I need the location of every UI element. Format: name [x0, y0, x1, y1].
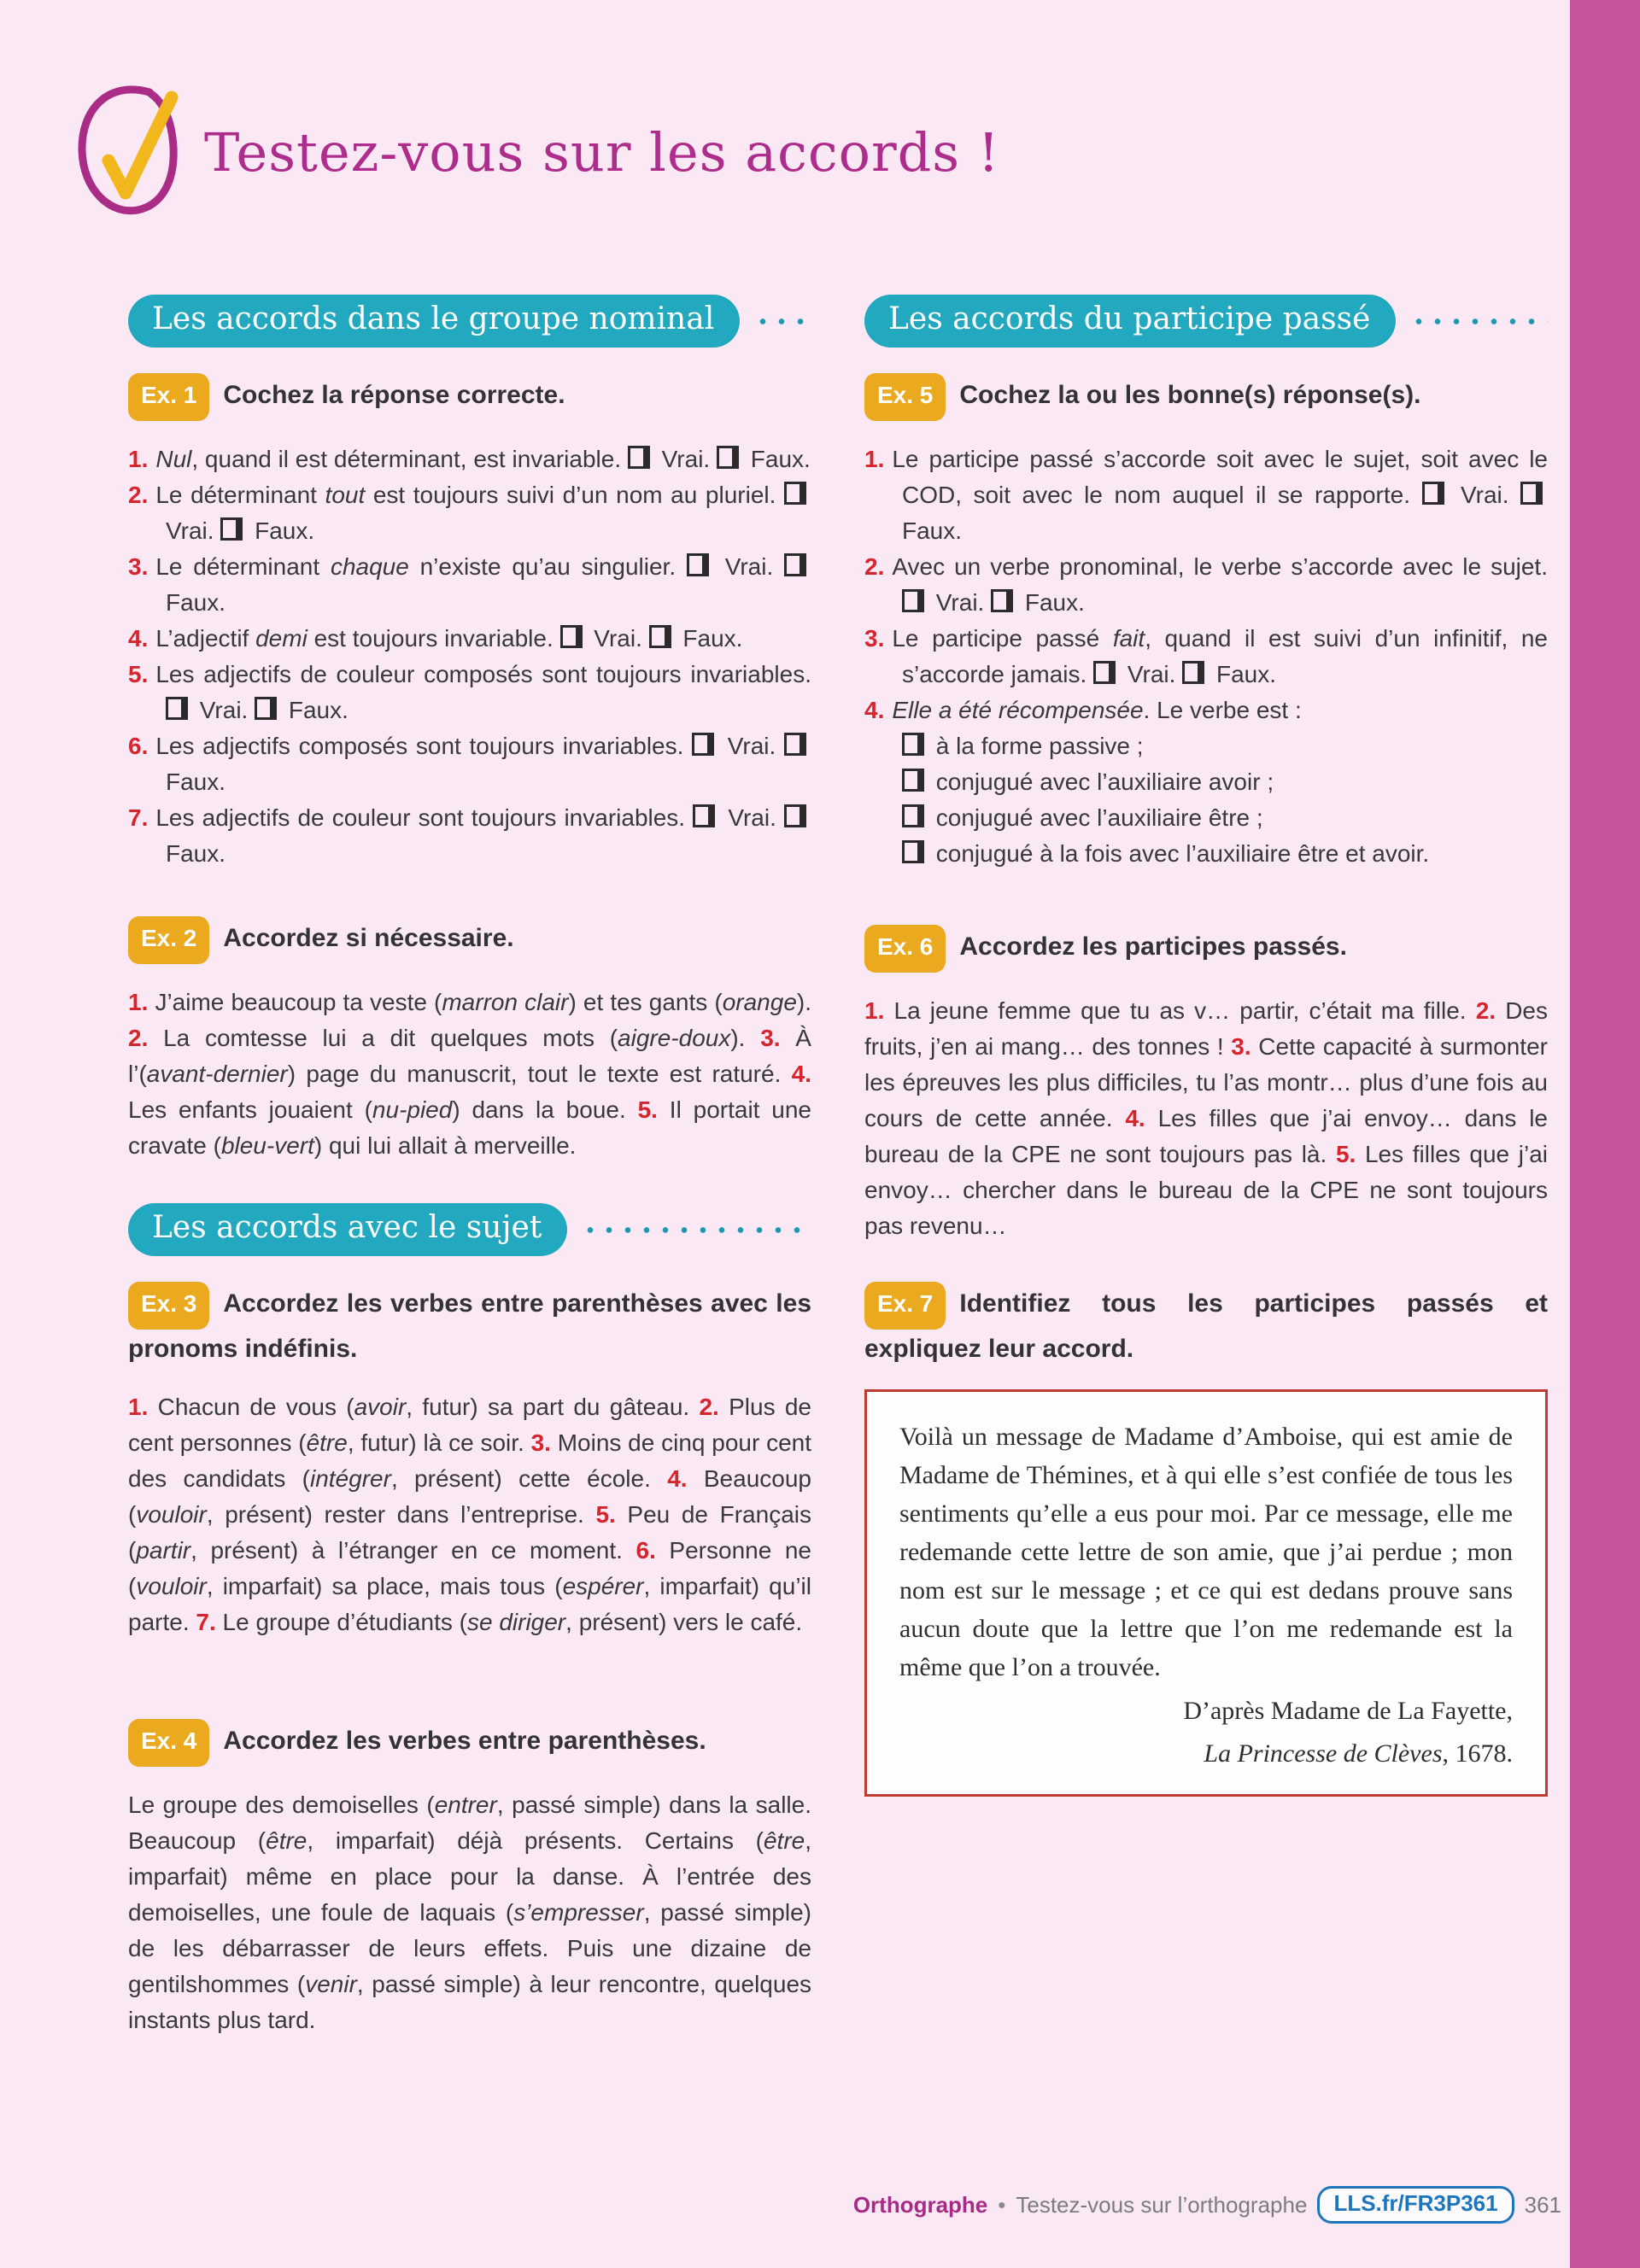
inline-item-number: 4. — [667, 1465, 688, 1492]
checkbox-icon[interactable] — [902, 589, 924, 612]
text-run: , présent) à l’étranger en ce moment. — [190, 1537, 636, 1564]
exercise-title: Accordez si nécessaire. — [223, 924, 514, 952]
text-run: L’adjectif — [155, 625, 256, 652]
exercise-title: Cochez la réponse correcte. — [223, 381, 565, 409]
text-run: Vrai. — [587, 625, 649, 652]
text-run: ) qui lui allait à merveille. — [313, 1132, 577, 1159]
answer-option — [864, 728, 1548, 764]
exercise-item — [128, 657, 811, 728]
text-run: , passé simple) dans la salle. Beaucoup ( — [128, 1792, 811, 1854]
text-run: ) page du manuscrit, tout le texte est raturé. — [287, 1061, 792, 1087]
text-run: fait — [1112, 625, 1145, 652]
exercise-heading — [128, 916, 811, 964]
text-run: , quand il est suivi d’un infinitif, ne s’accorde jamais. — [902, 625, 1548, 687]
exercise-paragraph — [128, 1389, 811, 1640]
text-run: Le participe passé — [892, 625, 1113, 652]
exercise-title: Accordez les participes passés. — [959, 932, 1347, 961]
text-run: bleu-vert — [220, 1132, 314, 1159]
exercise — [128, 916, 811, 1164]
footer-category: Orthographe — [852, 2191, 988, 2218]
text-run: Les filles que j’ai envoy… dans le bureau de la CPE ne sont toujours pas là. — [864, 1105, 1548, 1167]
checkbox-icon[interactable] — [1093, 661, 1116, 684]
exercise-heading — [128, 1719, 811, 1767]
exercise-item — [128, 477, 811, 549]
text-run: est toujours invariable. — [307, 625, 560, 652]
text-run: Moins de cinq pour cent des candidats ( — [128, 1429, 811, 1492]
text-run: se diriger — [466, 1609, 566, 1635]
exercise-heading — [128, 373, 811, 421]
text-run: vouloir — [136, 1573, 207, 1599]
text-run: Vrai. — [720, 804, 784, 831]
checkbox-icon[interactable] — [1182, 661, 1204, 684]
text-run: , imparfait) qu’il parte. — [128, 1573, 811, 1635]
inline-item-number: 2. — [1475, 997, 1496, 1024]
exercise-heading — [128, 1282, 811, 1369]
text-run: Vrai. — [713, 553, 785, 580]
text-run: est toujours suivi d’un nom au pluriel. — [365, 482, 784, 508]
item-number: 7. — [128, 804, 149, 831]
text-run: La Princesse de Clèves — [1204, 1739, 1443, 1768]
text-run: Vrai. — [193, 697, 255, 723]
text-run: Faux. — [282, 697, 348, 723]
exercise-badge: Ex. 7 — [864, 1282, 946, 1330]
text-run: , imparfait) sa place, mais tous ( — [206, 1573, 563, 1599]
text-run: , présent) cette école. — [390, 1465, 668, 1492]
text-run: intégrer — [310, 1465, 391, 1492]
inline-item-number: 5. — [1335, 1141, 1356, 1167]
checkbox-icon[interactable] — [991, 589, 1013, 612]
check-circle-icon — [73, 79, 182, 226]
text-run: entrer — [434, 1792, 497, 1818]
inline-item-number: 1. — [128, 989, 149, 1015]
dotted-leader-icon — [581, 1227, 811, 1233]
exercise-badge: Ex. 1 — [128, 373, 209, 421]
inline-item-number: 7. — [196, 1609, 216, 1635]
text-run: marron clair — [442, 989, 569, 1015]
text-run: tout — [325, 482, 366, 508]
item-number: 4. — [864, 697, 885, 723]
text-run: Les adjectifs composés sont toujours invariables. — [155, 733, 693, 759]
checkbox-icon[interactable] — [220, 517, 243, 541]
item-number: 2. — [128, 482, 149, 508]
exercise-paragraph — [864, 993, 1548, 1244]
exercise-heading — [864, 373, 1548, 421]
item-number: 3. — [864, 625, 885, 652]
text-run: conjugué à la fois avec l’auxiliaire être et avoir. — [929, 840, 1430, 867]
exercise — [864, 1282, 1548, 1369]
exercise — [128, 1282, 811, 1640]
text-run: ) dans la boue. — [452, 1096, 638, 1123]
exercise-title: Cochez la ou les bonne(s) réponse(s). — [959, 381, 1421, 409]
text-run: venir — [305, 1971, 357, 1997]
text-run: La comtesse lui a dit quelques mots ( — [148, 1025, 618, 1051]
checkbox-icon[interactable] — [693, 804, 715, 827]
quote-attribution: D’après Madame de La Fayette, — [1183, 1697, 1513, 1725]
exercise-item — [864, 441, 1548, 549]
text-run: , imparfait) même en place pour la danse. À l’entrée des demoiselles, une foule de laquais ( — [128, 1827, 811, 1926]
item-number: 1. — [864, 446, 885, 472]
section-header — [128, 1203, 811, 1256]
text-run: Faux. — [676, 625, 743, 652]
item-number: 3. — [128, 553, 149, 580]
text-run: Il portait une cravate ( — [128, 1096, 812, 1159]
column-left — [128, 295, 811, 2038]
exercise-item — [128, 549, 811, 621]
exercise-heading — [864, 1282, 1548, 1369]
text-run: Nul — [155, 446, 192, 472]
text-run: Vrai. — [654, 446, 717, 472]
footer — [853, 2186, 1561, 2224]
text-run: , futur) sa part du gâteau. — [406, 1394, 700, 1420]
exercise-title: Accordez les verbes entre parenthèses. — [223, 1727, 706, 1755]
text-run: Les adjectifs de couleur composés sont toujours invariables. — [155, 661, 811, 687]
inline-item-number: 3. — [1231, 1033, 1251, 1060]
checkbox-icon[interactable] — [717, 446, 739, 469]
column-right — [864, 295, 1548, 1797]
text-run: être — [266, 1827, 308, 1854]
checkbox-icon[interactable] — [1520, 482, 1543, 505]
section-pill: Les accords du participe passé — [864, 295, 1396, 348]
quote-box — [864, 1389, 1548, 1797]
checkbox-icon[interactable] — [784, 804, 806, 827]
inline-item-number: 3. — [760, 1025, 781, 1051]
inline-item-number: 3. — [530, 1429, 551, 1456]
text-run: Le groupe d’étudiants ( — [215, 1609, 467, 1635]
checkbox-icon[interactable] — [784, 733, 806, 756]
exercise-heading — [864, 925, 1548, 973]
checkbox-icon[interactable] — [692, 733, 714, 756]
item-number: 1. — [128, 446, 149, 472]
text-run: nu-pied — [372, 1096, 453, 1123]
text-run: Personne ne ( — [128, 1537, 811, 1599]
text-run: , présent) vers le café. — [565, 1609, 803, 1635]
text-run: Des fruits, j’en ai mang… des tonnes ! — [864, 997, 1548, 1060]
exercise-title: Identifiez tous les participes passés et expliquez leur accord. — [864, 1289, 1548, 1363]
text-run: chaque — [330, 553, 409, 580]
checkbox-icon[interactable] — [902, 840, 924, 863]
exercise-badge: Ex. 5 — [864, 373, 946, 421]
text-run: aigre-doux — [618, 1025, 731, 1051]
exercise — [128, 373, 811, 872]
text-run: Vrai. — [166, 517, 221, 544]
text-run: Avec un verbe pronominal, le verbe s’accorde avec le sujet. — [892, 553, 1548, 580]
inline-item-number: 1. — [864, 997, 885, 1024]
answer-option — [864, 764, 1548, 800]
text-run: s’empresser — [513, 1899, 644, 1926]
text-run: , présent) rester dans l’entreprise. — [206, 1501, 596, 1528]
text-run: Faux. — [166, 769, 226, 795]
text-run: Vrai. — [929, 589, 992, 616]
inline-item-number: 5. — [595, 1501, 616, 1528]
checkbox-icon[interactable] — [255, 697, 277, 720]
text-run: Elle a été récompensée — [892, 697, 1144, 723]
text-run: Le déterminant — [155, 553, 331, 580]
checkbox-icon[interactable] — [649, 625, 671, 648]
text-run: , quand il est déterminant, est invariable. — [191, 446, 628, 472]
section-header — [128, 295, 811, 348]
text-run: . Le verbe est : — [1143, 697, 1302, 723]
text-run: conjugué avec l’auxiliaire avoir ; — [929, 769, 1274, 795]
text-run: ). — [730, 1025, 761, 1051]
exercise-item — [128, 441, 811, 477]
inline-item-number: 2. — [128, 1025, 149, 1051]
text-run: être — [763, 1827, 805, 1854]
exercise — [864, 373, 1548, 872]
inline-item-number: 5. — [637, 1096, 658, 1123]
text-run: à la forme passive ; — [929, 733, 1144, 759]
exercise-item — [128, 621, 811, 657]
text-run: conjugué avec l’auxiliaire être ; — [929, 804, 1263, 831]
text-run: Faux. — [1210, 661, 1276, 687]
exercise-paragraph — [128, 985, 811, 1164]
exercise-badge: Ex. 3 — [128, 1282, 209, 1330]
text-run: ) et tes gants ( — [568, 989, 723, 1015]
text-run: Vrai. — [719, 733, 784, 759]
text-run: partir — [136, 1537, 191, 1564]
exercise-badge: Ex. 2 — [128, 916, 209, 964]
checkbox-icon[interactable] — [784, 482, 806, 505]
exercise-item — [864, 549, 1548, 621]
answer-option — [864, 800, 1548, 836]
text-run: Faux. — [248, 517, 315, 544]
inline-item-number: 4. — [791, 1061, 811, 1087]
quote-text: Voilà un message de Madame d’Amboise, qui est amie de Madame de Thémines, et à qui elle s’est confiée de tous les sentiments qu’elle a eus pour moi. Par ce message, elle me redemande cette lettre de son amie, que j’ai perdue ; mon nom est sur le message ; et ce qui est dedans prouve sans aucun doute que la lettre que l’on me redemande est la même que l’on a trouvée. — [899, 1423, 1513, 1681]
inline-item-number: 6. — [636, 1537, 656, 1564]
footer-subtitle: Testez-vous sur l’orthographe — [1016, 2191, 1308, 2218]
footer-separator-dot: • — [998, 2191, 1006, 2218]
text-run: Faux. — [166, 589, 226, 616]
inline-item-number: 1. — [128, 1394, 149, 1420]
exercise-item — [864, 693, 1548, 728]
text-run: Peu de Français ( — [128, 1501, 811, 1564]
exercise-item — [128, 728, 811, 800]
text-run: , passé simple) de les débarrasser de leurs effets. Puis une dizaine de gentilshommes ( — [128, 1899, 811, 1997]
exercise-paragraph — [128, 1787, 811, 2038]
text-run: Les filles que j’ai envoy… chercher dans le bureau de la CPE ne sont toujours pas revenu… — [864, 1141, 1548, 1239]
text-run: Faux. — [902, 517, 963, 544]
section-header — [864, 295, 1548, 348]
text-run: , 1678. — [1442, 1739, 1513, 1768]
text-run: Beaucoup ( — [128, 1465, 811, 1528]
answer-option — [864, 836, 1548, 872]
text-run: Le participe passé s’accorde soit avec le sujet, soit avec le COD, soit avec le nom auquel il se rapporte. — [892, 446, 1548, 508]
checkbox-icon[interactable] — [902, 804, 924, 827]
section-pill: Les accords dans le groupe nominal — [128, 295, 740, 348]
item-number: 2. — [864, 553, 885, 580]
checkbox-icon[interactable] — [902, 733, 924, 756]
text-run: , passé simple) à leur rencontre, quelques instants plus tard. — [128, 1971, 812, 2033]
text-run: espérer — [562, 1573, 644, 1599]
text-run: Faux. — [743, 446, 811, 472]
section-pill: Les accords avec le sujet — [128, 1203, 567, 1256]
checkbox-icon[interactable] — [1422, 482, 1444, 505]
exercise-title: Accordez les verbes entre parenthèses avec les pronoms indéfinis. — [128, 1289, 811, 1363]
text-run: Les adjectifs de couleur sont toujours invariables. — [155, 804, 694, 831]
text-run: , futur) là ce soir. — [347, 1429, 531, 1456]
checkbox-icon[interactable] — [628, 446, 650, 469]
text-run: vouloir — [136, 1501, 207, 1528]
text-run: La jeune femme que tu as v… partir, c’était ma fille. — [884, 997, 1476, 1024]
exercise — [864, 925, 1548, 1244]
dotted-leader-icon — [753, 319, 811, 324]
checkbox-icon[interactable] — [560, 625, 583, 648]
text-run: Vrai. — [1449, 482, 1521, 508]
text-run: Vrai. — [1121, 661, 1183, 687]
exercise — [128, 1719, 811, 2038]
inline-item-number: 4. — [1125, 1105, 1145, 1131]
text-run: Plus de cent personnes ( — [128, 1394, 811, 1456]
item-number: 5. — [128, 661, 149, 687]
page-title: Testez-vous sur les accords ! — [204, 121, 1000, 184]
exercise-badge: Ex. 4 — [128, 1719, 209, 1767]
footer-page-number: 361 — [1524, 2191, 1561, 2218]
header — [73, 79, 1000, 226]
side-band — [1570, 0, 1640, 2268]
text-run: Faux. — [1018, 589, 1085, 616]
text-run: Le groupe des demoiselles ( — [128, 1792, 435, 1818]
text-run: ). — [796, 989, 811, 1015]
dotted-leader-icon — [1409, 319, 1548, 324]
inline-item-number: 2. — [699, 1394, 719, 1420]
footer-code-badge[interactable]: LLS.fr/FR3P361 — [1317, 2186, 1514, 2224]
text-run: À l’( — [128, 1025, 811, 1087]
text-run: Cette capacité à surmonter les épreuves les plus difficiles, tu l’as montr… plus d’une fois au cours de cette année. — [864, 1033, 1548, 1131]
quote-attribution — [899, 1736, 1513, 1772]
checkbox-icon[interactable] — [784, 553, 806, 576]
text-run: avoir — [354, 1394, 407, 1420]
text-run: orange — [722, 989, 797, 1015]
exercise-badge: Ex. 6 — [864, 925, 946, 973]
text-run: Faux. — [166, 840, 226, 867]
text-run: être — [306, 1429, 348, 1456]
item-number: 6. — [128, 733, 149, 759]
text-run: demi — [255, 625, 308, 652]
text-run: n’existe qu’au singulier. — [408, 553, 687, 580]
item-number: 4. — [128, 625, 149, 652]
text-run: avant-dernier — [146, 1061, 288, 1087]
checkbox-icon[interactable] — [902, 769, 924, 792]
checkbox-icon[interactable] — [166, 697, 188, 720]
exercise-item — [864, 621, 1548, 693]
text-run: Les enfants jouaient ( — [128, 1096, 372, 1123]
text-run: Chacun de vous ( — [148, 1394, 354, 1420]
checkbox-icon[interactable] — [687, 553, 709, 576]
exercise-item — [128, 800, 811, 872]
text-run: J’aime beaucoup ta veste ( — [148, 989, 442, 1015]
text-run: Le déterminant — [155, 482, 325, 508]
text-run: , imparfait) déjà présents. Certains ( — [307, 1827, 764, 1854]
